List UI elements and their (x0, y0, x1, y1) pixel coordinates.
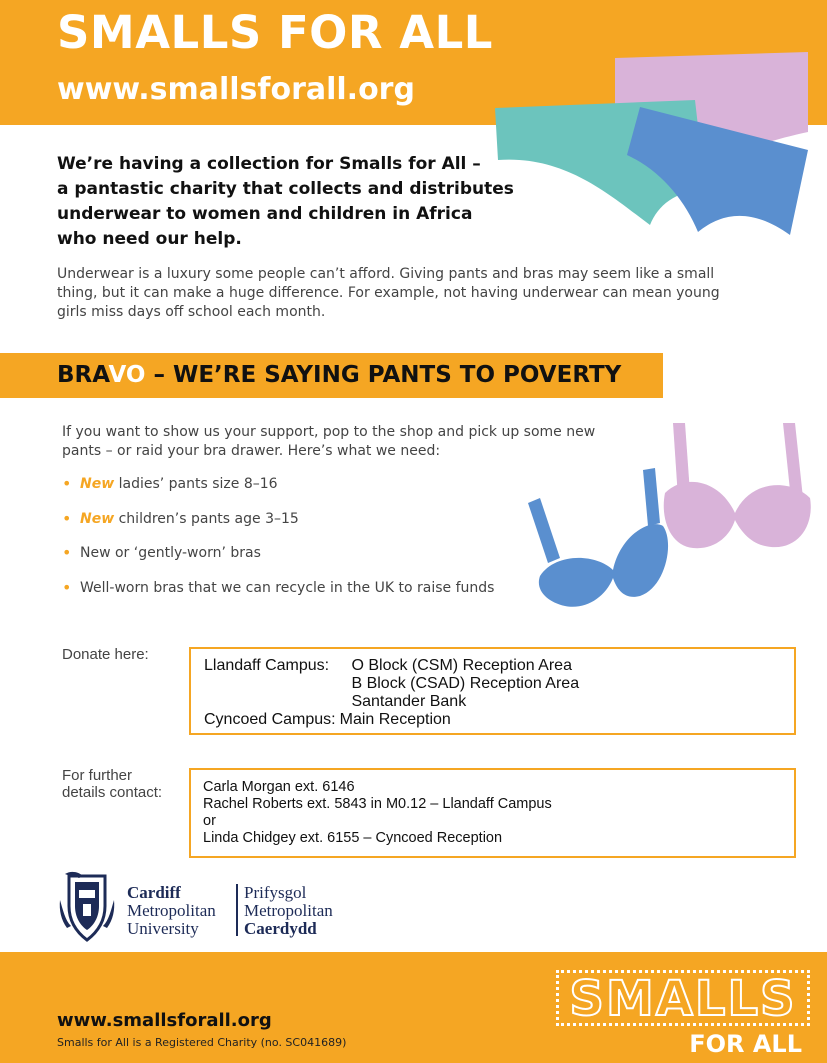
crest-icon (57, 870, 117, 942)
location-row (204, 711, 794, 729)
new-highlight: New (80, 476, 115, 492)
heading-highlight: VO (108, 362, 146, 388)
university-logo (57, 870, 357, 950)
list-item-text: ladies’ pants size 8–16 (114, 476, 278, 492)
logo-divider (236, 884, 238, 936)
smalls-for-all-logo (556, 970, 810, 1060)
campus-name: Cyncoed Campus: (204, 711, 336, 728)
campus-name (204, 693, 347, 711)
logo-line: Cardiff (127, 883, 181, 902)
logo-line: Prifysgol (244, 883, 307, 902)
logo-line: Metropolitan (244, 901, 333, 920)
logo-line: Caerdydd (244, 919, 317, 938)
intro-line: who need our help. (57, 229, 242, 249)
logo-welsh (244, 884, 333, 938)
contact-line: Linda Chidgey ext. 6155 – Cyncoed Reception (203, 830, 503, 846)
contact-label-line: details contact: (62, 784, 163, 801)
donate-label: Donate here: (62, 646, 149, 663)
blue-bra-strap-right (643, 468, 660, 526)
new-highlight: New (80, 510, 115, 527)
contact-line: Rachel Roberts ext. 5843 in M0.12 – Llandaff Campus (203, 796, 552, 812)
list-item (62, 510, 494, 545)
blue-bra-strap-left (528, 498, 560, 563)
logo-english (127, 884, 216, 938)
intro-line: underwear to women and children in Africa (57, 204, 473, 224)
location-row (204, 675, 794, 693)
intro-line: a pantastic charity that collects and distributes (57, 179, 514, 199)
campus-name (204, 675, 347, 693)
intro-heading (57, 152, 527, 252)
contact-line: or (203, 813, 216, 829)
list-item (62, 475, 494, 510)
body-paragraph: Underwear is a luxury some people can’t afford. Giving pants and bras may seem like a small thing, but it can make a huge difference. For example, not having underwear can mean young girls miss days off school each month. (57, 266, 720, 320)
contact-label-line: For further (62, 767, 133, 784)
list-item-text: children’s pants age 3–15 (114, 510, 299, 527)
bras-illustration (525, 418, 815, 613)
section-heading (57, 362, 621, 388)
list-item-text: Well-worn bras that we can recycle in the UK to raise funds (80, 579, 495, 596)
heading-part: – WE’RE SAYING PANTS TO POVERTY (145, 362, 622, 388)
location-name: Santander Bank (347, 693, 467, 710)
logo-line: University (127, 919, 199, 938)
location-row (204, 693, 794, 711)
intro-line: We’re having a collection for Smalls for All – (57, 154, 481, 174)
location-name: O Block (CSM) Reception Area (347, 657, 572, 674)
blue-bra-shape (539, 524, 668, 607)
page-title: SMALLS FOR ALL (57, 6, 493, 59)
logo-line: Metropolitan (127, 901, 216, 920)
support-paragraph: If you want to show us your support, pop to the shop and pick up some new pants – or raid your bra drawer. Here’s what we need: (62, 424, 596, 459)
charity-note: Smalls for All is a Registered Charity (no. SC041689) (57, 1036, 347, 1049)
list-item (62, 544, 494, 579)
pants-illustration (490, 50, 810, 245)
heading-part: BRA (57, 362, 109, 388)
location-name: Main Reception (339, 711, 451, 728)
location-name: B Block (CSAD) Reception Area (347, 675, 580, 692)
website-url-bottom[interactable]: www.smallsforall.org (57, 1010, 272, 1031)
website-url-top[interactable]: www.smallsforall.org (57, 72, 415, 107)
list-item (62, 579, 494, 614)
donate-locations-box (189, 647, 796, 735)
location-row (204, 657, 794, 675)
logo-smalls-text: SMALLS (556, 970, 810, 1026)
needs-list (62, 475, 494, 613)
logo-for-all-text: FOR ALL (689, 1030, 802, 1058)
campus-name: Llandaff Campus: (204, 657, 330, 674)
list-item-text: New or ‘gently-worn’ bras (80, 545, 261, 561)
contact-line: Carla Morgan ext. 6146 (203, 779, 355, 795)
contact-box (189, 768, 796, 858)
contact-label (62, 767, 162, 801)
pink-bra-shape (664, 482, 811, 548)
